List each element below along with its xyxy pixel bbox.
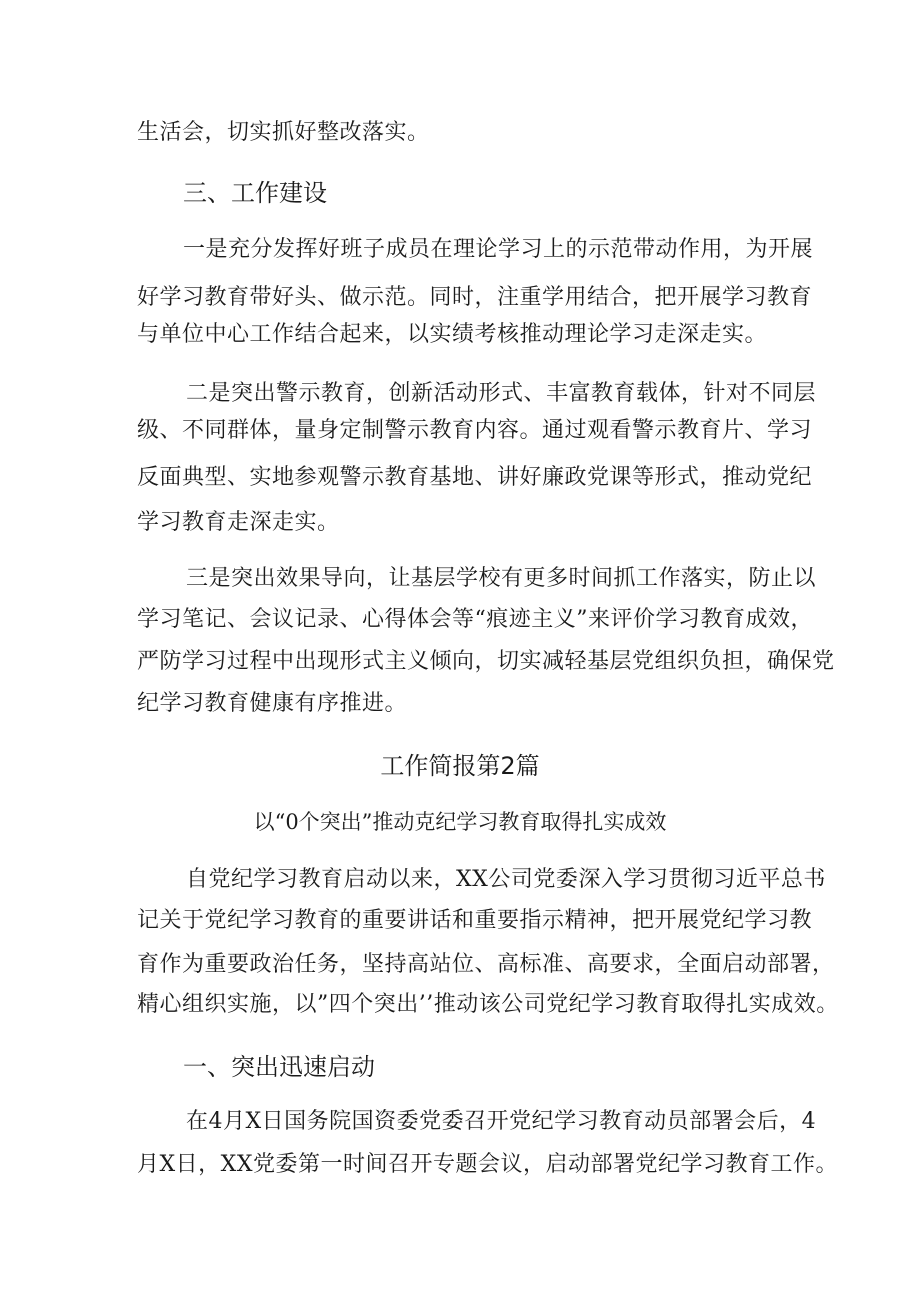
paragraph-line: 学习笔记、会议记录、心得体会等“痕迹主义”来评价学习教育成效， (137, 607, 813, 632)
paragraph-line: 三是突出效果导向，让基层学校有更多时间抓工作落实，防止以 (186, 566, 817, 591)
section-heading-work-building: 三、工作建设 (183, 179, 327, 207)
paragraph-line: 育作为重要政治任务，坚持高站位、高标准、高要求，全面启动部署， (137, 952, 835, 977)
paragraph-line: 与单位中心工作结合起来，以实绩考核推动理论学习走深走实。 (137, 322, 768, 347)
paragraph-line: 生活会，切实抓好整改落实。 (137, 120, 430, 145)
paragraph-line: 学习教育走深走实。 (137, 510, 340, 535)
paragraph-line: 级、不同群体，量身定制警示教育内容。通过观看警示教育片、学习 (137, 418, 813, 443)
paragraph-line: 反面典型、实地参观警示教育基地、讲好廉政党课等形式，推动党纪 (137, 465, 813, 490)
paragraph-line: 严防学习过程中出现形式主义倾向，切实减轻基层党组织负担，确保党 (137, 649, 835, 674)
paragraph-line: 一是充分发挥好班子成员在理论学习上的示范带动作用，为开展 (183, 237, 814, 262)
paragraph-line: 精心组织实施，以”四个突出’’推动该公司党纪学习教育取得扎实成效。 (137, 992, 839, 1017)
paragraph-line: 在4月X日国务院国资委党委召开党纪学习教育动员部署会后，4 (186, 1109, 817, 1134)
paragraph-line: 好学习教育带好头、做示范。同时，注重学用结合，把开展学习教育 (137, 285, 813, 310)
paragraph-line: 自党纪学习教育启动以来，XX公司党委深入学习贯彻习近平总书 (186, 867, 826, 892)
paragraph-line: 记关于党纪学习教育的重要讲话和重要指示精神，把开展党纪学习教 (137, 908, 813, 933)
article-subtitle: 以“0个突出”推动克纪学习教育取得扎实成效 (253, 810, 667, 834)
paragraph-line: 纪学习教育健康有序推进。 (137, 691, 408, 716)
paragraph-line: 二是突出警示教育，创新活动形式、丰富教育载体，针对不同层 (186, 381, 817, 406)
section-heading-rapid-launch: 一、突出迅速启动 (183, 1053, 375, 1081)
article-title: 工作简报第2篇 (380, 752, 540, 780)
paragraph-line: 月X日，XX党委第一时间召开专题会议，启动部署党纪学习教育工作。 (137, 1152, 838, 1177)
